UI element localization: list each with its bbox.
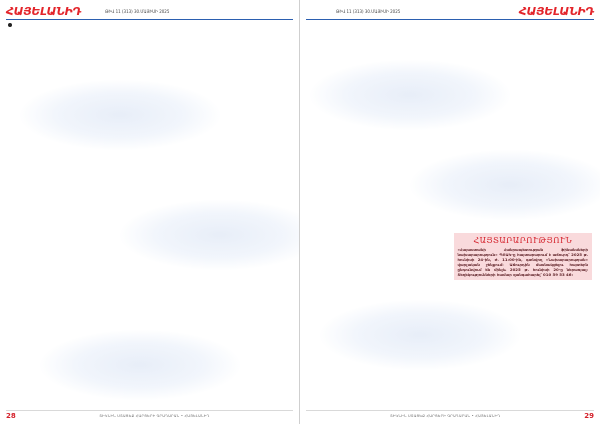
page-header [6, 4, 293, 18]
page-footer [6, 410, 293, 420]
issue-info: ԹԻՎ 11 (313) 30.ՄԱՅԻՍԻ 2025 [336, 8, 401, 14]
header-rule [306, 19, 594, 20]
page-footer [306, 410, 594, 420]
announcement-box [454, 233, 593, 280]
masthead-logo: ՀԱՅԵԼԱՆԻԴ [6, 4, 82, 18]
article-block [8, 23, 146, 29]
announcement-title: ՀԱՅՏԱՐԱՐՈՒԹՅՈՒՆ [473, 236, 573, 245]
text-column [153, 23, 291, 406]
masthead-logo: ՀԱՅԵԼԱՆԻԴ [518, 4, 594, 18]
page-header [306, 4, 594, 18]
right-page [300, 0, 600, 424]
page-number: 29 [584, 411, 594, 420]
article-columns [8, 23, 291, 406]
text-column [308, 23, 447, 406]
issue-info: ԹԻՎ 11 (313) 30.ՄԱՅԻՍԻ 2025 [105, 8, 170, 14]
page-number: 28 [6, 411, 16, 420]
article-heading [8, 23, 146, 29]
footer-text: ՏԻԿՆԻՆ ՍՏԱՑԵՔ ՀԱՐՑԵՐԻ ԳՐԱԴԱՐԱՆ • ՀԱՅԵԼԱՆԻԴ [99, 413, 210, 418]
footer-text: ՏԻԿՆԻՆ ՍՏԱՑԵՔ ՀԱՐՑԵՐԻ ԳՐԱԴԱՐԱՆ • ՀԱՅԵԼԱՆԻԴ [390, 413, 501, 418]
article-columns [308, 23, 592, 406]
announcement-text: «Հայաստանի Հանրապետության ֆինանսների նախարարություն» ՊՈԱԿ-ը հայտարարում է աճուրդ՝ 2025 թ. հունիսի 24-ին, ժ. 11:00-ին, գտնվող «Նախարարության» վարչական շենքում: Աճուրդին մասնակցելու հայտերն ընդունվում են մինչև 2025 թ. հունիսի 20-ը ներառյալ: Տեղեկությունների համար զանգահարել՝ 010 59 53 46: [457, 247, 588, 277]
header-rule [6, 19, 293, 20]
text-column [454, 23, 593, 406]
text-column [8, 23, 146, 406]
